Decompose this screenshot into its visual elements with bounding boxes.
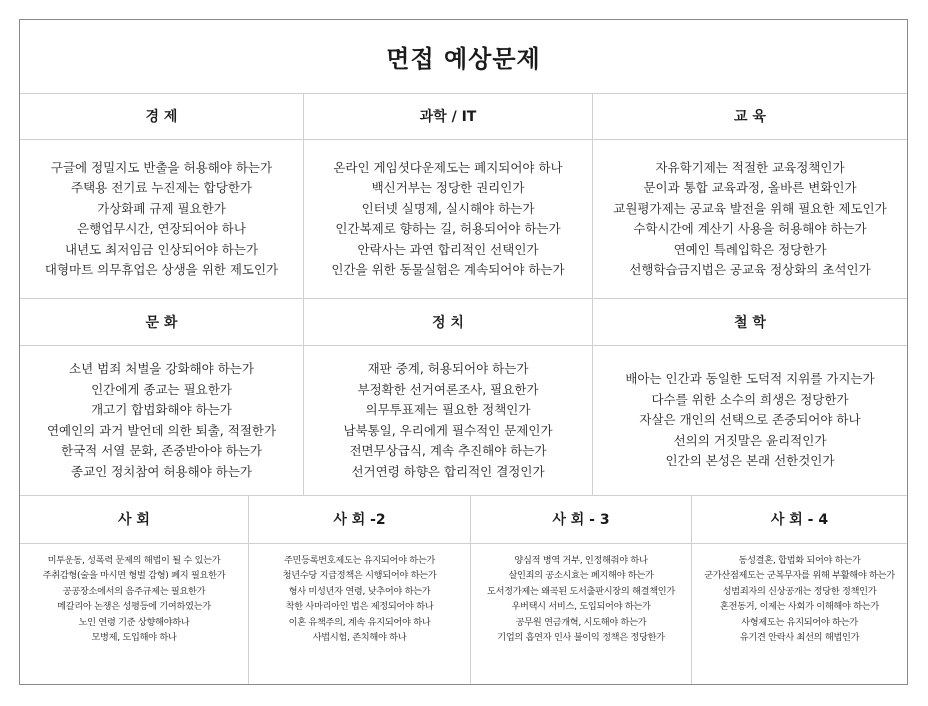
topic-item: 도서정가제는 왜곡된 도서출판시장의 해결책인가 <box>487 585 675 597</box>
topic-cell-society-3 <box>470 495 691 684</box>
topic-list <box>593 140 907 298</box>
topic-item: 인간의 본성은 본래 선한것인가 <box>665 453 835 469</box>
topic-item: 메갈리아 논쟁은 성평등에 기여하였는가 <box>57 601 211 612</box>
topic-item: 자살은 개인의 선택으로 존중되어야 하나 <box>639 412 861 428</box>
topic-item: 주택용 전기료 누진제는 합당한가 <box>71 180 252 195</box>
topic-list <box>20 544 248 654</box>
topic-item: 부정확한 선거여론조사, 필요한가 <box>357 381 539 397</box>
topic-cell-economy <box>20 93 303 298</box>
topic-item: 연예인 특례입학은 정당한가 <box>673 241 827 257</box>
topic-item: 선의의 거짓말은 윤리적인가 <box>673 432 827 448</box>
topic-heading: 정 치 <box>304 298 592 346</box>
topic-item: 재판 중계, 허용되어야 하는가 <box>367 361 529 376</box>
topic-item: 동성결혼, 합법화 되어야 하는가 <box>738 554 861 566</box>
topic-item: 주민등록번호제도는 유지되어야 하는가 <box>283 554 436 566</box>
topic-item: 소년 범죄 처벌을 강화해야 하는가 <box>69 361 254 376</box>
topic-item: 착한 사마리아인 법은 제정되어야 하나 <box>285 601 434 612</box>
topic-heading: 경 제 <box>20 93 303 140</box>
topic-item: 성범죄자의 신상공개는 정당한 정책인가 <box>722 585 877 597</box>
topic-item: 미투운동, 성폭력 문제의 해법이 될 수 있는가 <box>47 554 221 566</box>
topic-item: 온라인 게임셧다운제도는 폐지되어야 하나 <box>333 159 563 175</box>
topic-row-1 <box>20 93 907 299</box>
topic-list <box>471 544 691 654</box>
topic-item: 은행업무시간, 연장되어야 하나 <box>77 221 246 236</box>
topic-item: 모병제, 도입해야 하나 <box>91 632 177 643</box>
topic-item: 사형제도는 유지되어야 하는가 <box>741 616 858 628</box>
topic-list <box>249 544 470 654</box>
topic-item: 인간에게 종교는 필요한가 <box>91 381 232 397</box>
topic-heading: 철 학 <box>593 298 907 346</box>
topic-item: 내년도 최저임금 인상되어야 하는가 <box>64 241 259 257</box>
topic-item: 백신거부는 정당한 권리인가 <box>371 180 525 195</box>
topic-cell-culture <box>20 298 303 495</box>
topic-item: 사법시험, 존치해야 하나 <box>312 632 407 643</box>
topic-item: 인간을 위한 동물실험은 계속되어야 하는가 <box>331 262 565 277</box>
topic-item: 다수를 위한 소수의 희생은 정당한가 <box>651 391 849 407</box>
topic-item: 배아는 인간과 동일한 도덕적 지위를 가지는가 <box>625 371 875 387</box>
topic-item: 선행학습금지법은 공교육 정상화의 초석인가 <box>629 262 871 277</box>
topic-cell-society-2 <box>248 495 470 684</box>
topic-row-2 <box>20 298 907 496</box>
topic-heading: 사 회 - 3 <box>471 495 691 544</box>
topic-heading: 교 육 <box>593 93 907 140</box>
topic-item: 살인죄의 공소시효는 폐지해야 하는가 <box>508 570 654 581</box>
topic-item: 교원평가제는 공교육 발전을 위해 필요한 제도인가 <box>613 200 887 216</box>
topic-item: 대형마트 의무휴업은 상생을 위한 제도인가 <box>44 262 279 277</box>
topic-heading: 과학 / IT <box>304 93 592 140</box>
topic-item: 종교인 정치참여 허용해야 하는가 <box>71 463 252 479</box>
topic-item: 수학시간에 계산기 사용을 허용해야 하는가 <box>633 221 867 236</box>
topic-item: 연예인의 과거 발언데 의한 퇴출, 적절한가 <box>46 422 277 438</box>
topic-item: 의무투표제는 필요한 정책인가 <box>365 402 531 417</box>
topic-item: 공무원 연금개혁, 시도해야 하는가 <box>515 616 647 628</box>
topic-heading: 사 회 <box>20 495 248 544</box>
topic-row-3 <box>20 495 907 684</box>
topic-item: 주취감형(술을 마시면 형벌 감형) 폐지 필요한가 <box>42 570 226 581</box>
page-title: 면접 예상문제 <box>20 20 907 94</box>
topic-cell-science-it <box>303 93 592 298</box>
topic-item: 형사 미성년자 연령, 낮추어야 하는가 <box>288 585 431 597</box>
topic-list <box>304 140 592 298</box>
topic-heading: 사 회 - 4 <box>692 495 907 544</box>
topic-heading: 문 화 <box>20 298 303 346</box>
topic-item: 우버택시 서비스, 도입되어야 하는가 <box>511 601 651 612</box>
topic-list <box>692 544 907 654</box>
topic-item: 자유학기제는 적절한 교육정책인가 <box>655 159 845 175</box>
topic-item: 가상화폐 규제 필요한가 <box>97 200 226 216</box>
topic-cell-society-4 <box>691 495 907 684</box>
topic-item: 남북통일, 우리에게 필수적인 문제인가 <box>343 422 553 438</box>
topic-list <box>304 346 592 495</box>
topic-sheet <box>19 19 908 685</box>
topic-item: 문이과 통합 교육과정, 올바른 변화인가 <box>643 180 857 195</box>
topic-item: 이혼 유책주의, 계속 유지되어야 하나 <box>288 616 431 628</box>
topic-item: 안락사는 과연 합리적인 선택인가 <box>357 241 539 257</box>
topic-cell-politics <box>303 298 592 495</box>
topic-cell-philosophy <box>592 298 907 495</box>
topic-item: 노인 연령 기준 상향해야하나 <box>78 616 190 628</box>
topic-item: 양심적 병역 거부, 인정해줘야 하나 <box>514 554 648 566</box>
topic-item: 군가산점제도는 군복무자를 위해 부활해야 하는가 <box>704 570 895 581</box>
topic-item: 인터넷 실명제, 실시해야 하는가 <box>361 200 535 216</box>
topic-list <box>20 140 303 298</box>
topic-item: 선거연령 하향은 합리적인 결정인가 <box>351 463 545 479</box>
topic-item: 공공장소에서의 음주규제는 필요한가 <box>62 585 206 597</box>
topic-item: 인간복제로 향하는 길, 허용되어야 하는가 <box>335 221 561 236</box>
topic-list <box>20 346 303 495</box>
topic-item: 전면무상급식, 계속 추진해야 하는가 <box>349 443 547 458</box>
topic-cell-education <box>592 93 907 298</box>
topic-cell-society-1 <box>20 495 248 684</box>
topic-item: 유기견 안락사 최선의 해법인가 <box>739 632 860 643</box>
topic-item: 기업의 흡연자 인사 불이익 정책은 정당한가 <box>497 632 665 643</box>
topic-item: 한국적 서열 문화, 존중받아야 하는가 <box>61 443 262 458</box>
topic-heading: 사 회 -2 <box>249 495 470 544</box>
topic-item: 구글에 정밀지도 반출을 허용해야 하는가 <box>50 159 273 175</box>
topic-list <box>593 346 907 495</box>
topic-item: 청년수당 지급정책은 시행되어야 하는가 <box>282 570 437 581</box>
topic-item: 혼전동거, 이제는 사회가 이해해야 하는가 <box>720 601 879 612</box>
topic-item: 개고기 합법화해야 하는가 <box>91 402 232 417</box>
